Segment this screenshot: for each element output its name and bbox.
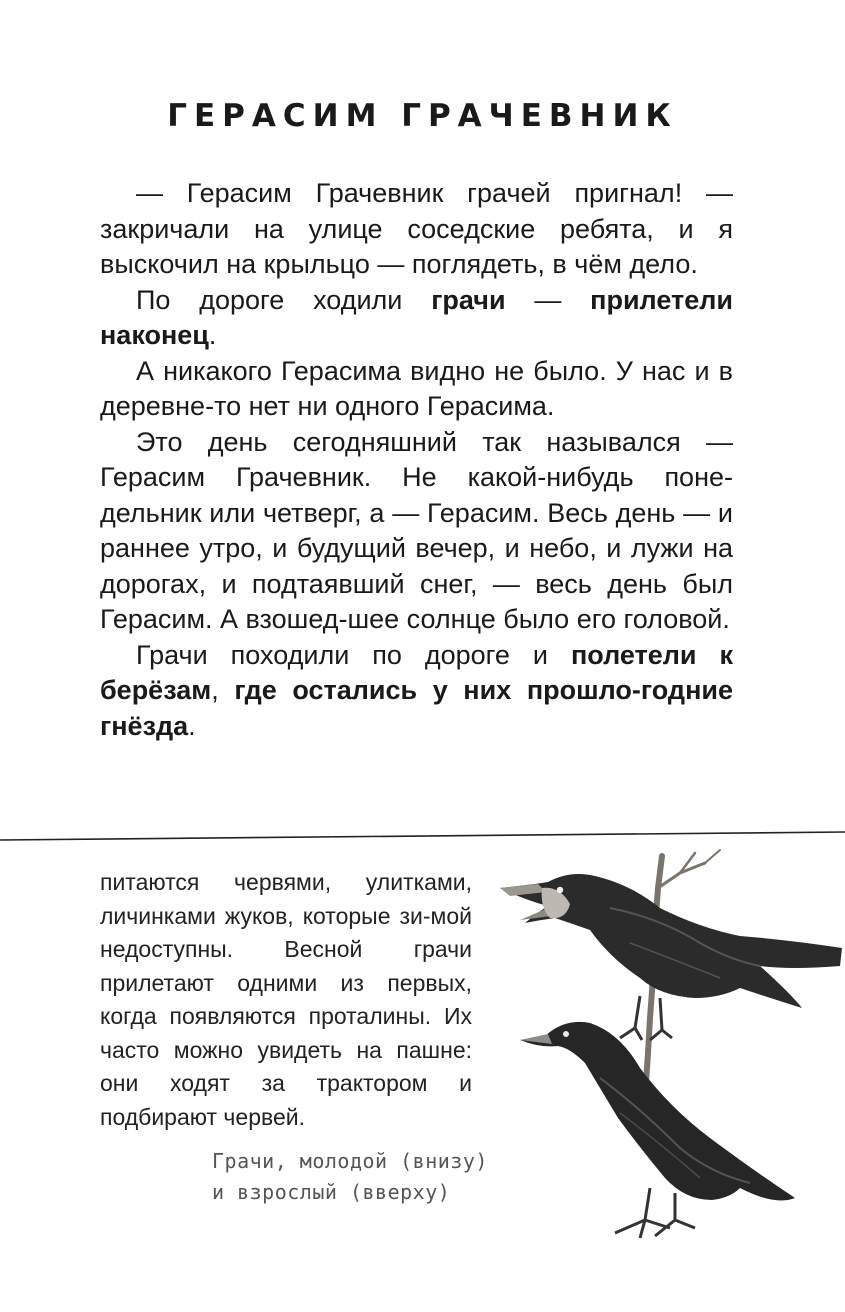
caption-line-2: и взрослый (вверху) [212, 1180, 451, 1204]
sidebar-text: питаются червями, улитками, личинками жуков, которые зи-мой недоступны. Весной грачи прилетают одними из первых, когда появляются проталины. Их часто можно увидеть на пашне: они ходят за трактором и подбирают червей. [100, 869, 472, 1130]
rooks-on-branch-illustration [490, 848, 845, 1248]
young-rook-icon [520, 1022, 795, 1238]
bold-run: где остались у них прошло-годние гнёзда [100, 675, 733, 741]
page-title: ГЕРАСИМ ГРАЧЕВНИК [167, 98, 678, 134]
text-run: — [505, 284, 591, 315]
adult-rook-icon [500, 874, 842, 1040]
paragraph-4: Это день сегодняшний так назывался — Герасим Грачевник. Не какой-нибудь поне-дельник или четверг, а — Герасим. Весь день — и раннее утро, и будущий вечер, и небо, и лужи на дорогах, и подтаявший снег, — весь день был Герасим. А взошед-шее солнце было его головой. [100, 426, 733, 634]
bold-run: прилетели наконец [100, 284, 733, 350]
caption-line-1: Грачи, молодой (внизу) [212, 1149, 488, 1173]
text-run: , [211, 675, 235, 705]
text-run: . [208, 320, 217, 350]
text-run: По дороге ходили [136, 284, 432, 315]
paragraph-5 [100, 638, 733, 745]
paragraph-3: А никакого Герасима видно не было. У нас и в деревне-то нет ни одного Герасима. [100, 355, 733, 421]
text-run: . [188, 710, 196, 741]
text-run: Грачи походили по дороге и [136, 639, 571, 670]
paragraph-1: — Герасим Грачевник грачей пригнал! — закричали на улице соседские ребята, и я выскочил на крыльцо — поглядеть, в чём дело. [100, 178, 733, 279]
bold-run: полетели к берёзам [100, 639, 733, 705]
bold-run: грачи [431, 284, 506, 315]
section-divider [0, 812, 845, 842]
paragraph-2 [100, 283, 733, 354]
main-text [100, 176, 733, 744]
